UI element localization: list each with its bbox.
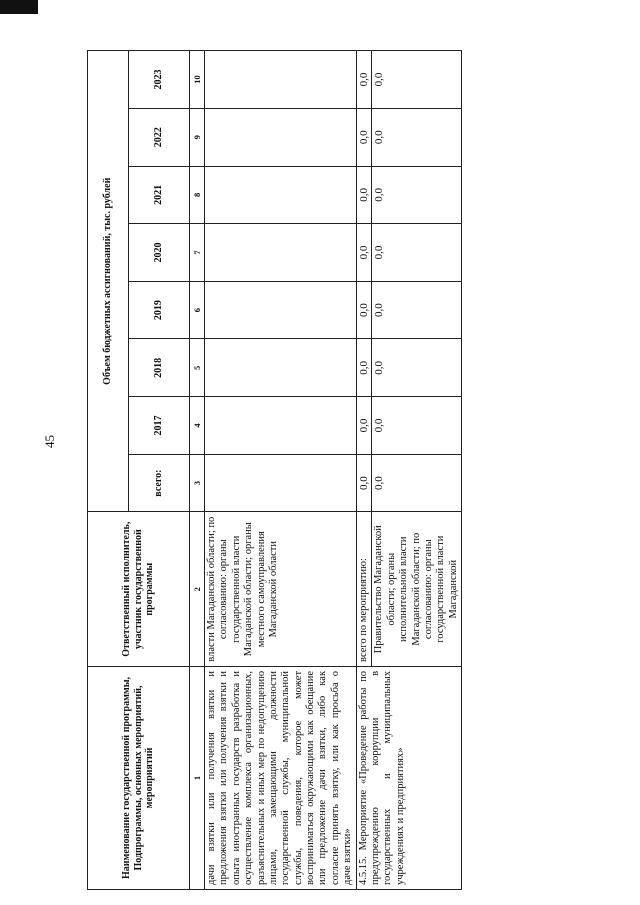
header-executor: Ответственный исполнитель, участник государственной программы bbox=[88, 512, 190, 667]
row2-total-2022: 0,0 bbox=[356, 108, 372, 166]
header-year-2021: 2021 bbox=[129, 166, 190, 224]
row2-name: 4.5.15. Мероприятие «Проведение работы по предупреждению коррупции в государственных и муниципальных учреждениях и предприятиях» bbox=[356, 666, 462, 889]
row2-detail-2022: 0,0 bbox=[372, 108, 462, 166]
row1-name: дачи взятки или получения взятки и предложения взятки или получения взятки и опыта иностранных государств разработка и осуществление комплекса организационных, разъяснительных и иных мер по недопущению лицами, замещающими должности государственной службы, муниципальной службы, поведения, которое может восприниматься окружающими как обещание или предложение дачи взятки, либо как согласие принять взятку, или как просьба о даче взятки» bbox=[205, 666, 357, 889]
column-number: 2 bbox=[190, 512, 205, 667]
row2-detail-2019: 0,0 bbox=[372, 281, 462, 339]
column-number: 6 bbox=[190, 281, 205, 339]
header-budget-group: Объем бюджетных ассигнований, тыс. рублей bbox=[88, 51, 129, 512]
budget-table bbox=[87, 50, 462, 890]
column-number: 1 bbox=[190, 666, 205, 889]
row2-total-2020: 0,0 bbox=[356, 224, 372, 282]
page-number: 45 bbox=[42, 435, 57, 448]
header-name: Наименование государственной программы, Подпрограммы, основных мероприятий, мероприятий bbox=[88, 666, 190, 889]
table-row-measure-4-5-15 bbox=[356, 51, 372, 890]
table-row-continued-measure bbox=[205, 51, 357, 890]
column-number: 8 bbox=[190, 166, 205, 224]
row1-executor: власти Магаданской области; по согласованию: органы государственной власти Магаданской области; органы местного самоуправления Магаданской области bbox=[205, 512, 357, 667]
column-number: 7 bbox=[190, 224, 205, 282]
row2-total-2023: 0,0 bbox=[356, 51, 372, 109]
row2-total-value: 0,0 bbox=[356, 454, 372, 512]
header-year-2017: 2017 bbox=[129, 397, 190, 455]
header-year-2019: 2019 bbox=[129, 281, 190, 339]
row2-detail-2020: 0,0 bbox=[372, 224, 462, 282]
budget-table-sheet bbox=[87, 50, 507, 890]
header-total: всего: bbox=[129, 454, 190, 512]
scan-corner-mark bbox=[0, 0, 38, 14]
column-number: 10 bbox=[190, 51, 205, 109]
row2-detail-2018: 0,0 bbox=[372, 339, 462, 397]
header-year-2023: 2023 bbox=[129, 51, 190, 109]
column-number: 3 bbox=[190, 454, 205, 512]
column-number: 5 bbox=[190, 339, 205, 397]
row2-total-2017: 0,0 bbox=[356, 397, 372, 455]
column-number: 4 bbox=[190, 397, 205, 455]
row2-detail-2021: 0,0 bbox=[372, 166, 462, 224]
row2-executor-detail: Правительство Магаданской области; органы исполнительной власти Магаданской области; по согласованию: органы государственной власти Магаданской bbox=[372, 512, 462, 667]
row2-total-2019: 0,0 bbox=[356, 281, 372, 339]
row2-detail-2023: 0,0 bbox=[372, 51, 462, 109]
column-number-row bbox=[190, 51, 205, 890]
row2-executor-total: всего по мероприятию: bbox=[356, 512, 372, 667]
row2-detail-2017: 0,0 bbox=[372, 397, 462, 455]
column-number: 9 bbox=[190, 108, 205, 166]
header-year-2022: 2022 bbox=[129, 108, 190, 166]
header-year-2018: 2018 bbox=[129, 339, 190, 397]
row2-detail-value: 0,0 bbox=[372, 454, 462, 512]
header-year-2020: 2020 bbox=[129, 224, 190, 282]
row2-total-2018: 0,0 bbox=[356, 339, 372, 397]
row2-total-2021: 0,0 bbox=[356, 166, 372, 224]
